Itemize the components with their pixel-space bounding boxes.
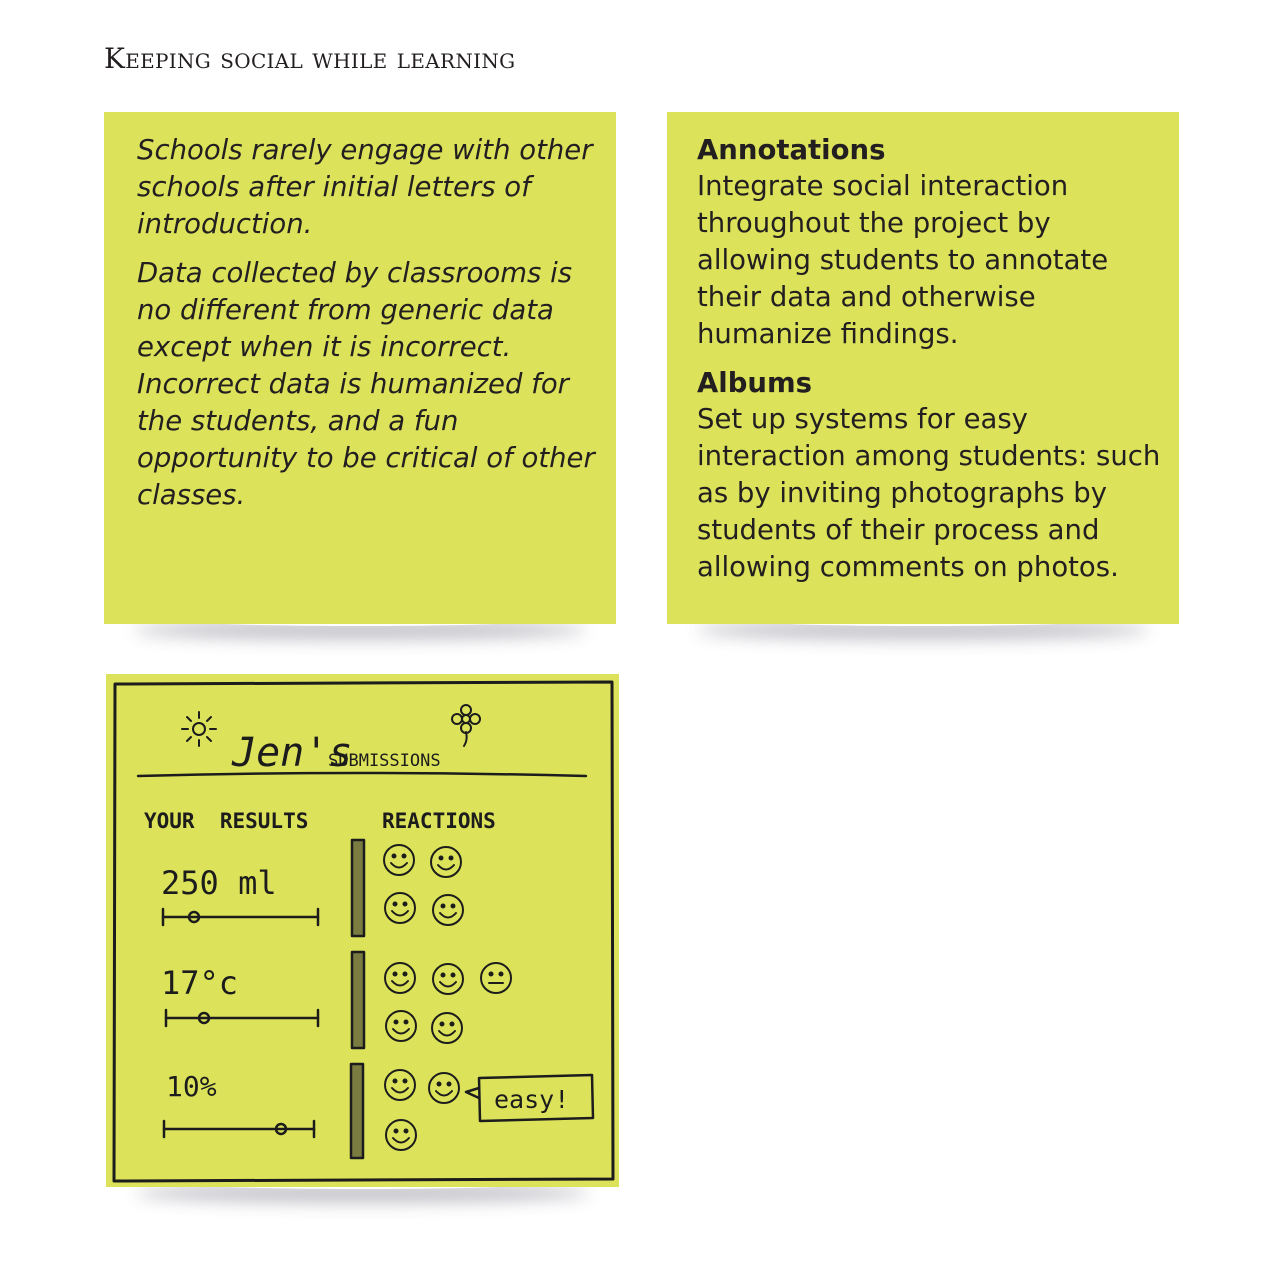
smiley-icon: [386, 1120, 416, 1150]
smiley-icon: [432, 1013, 462, 1043]
smiley-icon: [384, 845, 414, 875]
smiley-icon: [433, 964, 463, 994]
header-underline: [138, 773, 586, 776]
albums-body: Set up systems for easy interaction among students: such as by inviting photographs by students of their process and allowing comments on photos.: [697, 403, 1161, 583]
annotations-heading: Annotations: [697, 134, 886, 166]
divider-bars: [351, 840, 364, 1158]
sticky-note-right: [667, 112, 1179, 624]
smiley-icon: [385, 893, 415, 923]
flower-icon: [452, 705, 480, 746]
smiley-icon: [385, 963, 415, 993]
smiley-icon: [431, 847, 461, 877]
sketch-header-label: SUBMISSIONS: [328, 751, 441, 771]
divider-bar-3: [351, 1064, 363, 1158]
smiley-icon: [481, 963, 511, 993]
sticky-note-left: [104, 112, 616, 624]
albums-heading: Albums: [697, 367, 812, 399]
sketch-note: [106, 674, 619, 1187]
smiley-icon: [429, 1073, 459, 1103]
divider-bar-1: [352, 840, 364, 936]
page-title: Keeping social while learning: [104, 42, 516, 75]
result-value-1: 250 ml: [161, 864, 277, 902]
col-header-results: YOUR RESULTS: [144, 809, 309, 833]
sketch-owner-name: Jen's: [232, 730, 353, 776]
sketch-drawing: [106, 674, 619, 1187]
col-header-reactions: REACTIONS: [382, 809, 496, 833]
result-value-3: 10%: [166, 1070, 217, 1103]
smiley-icon: [433, 895, 463, 925]
annotations-body: Integrate social interaction throughout the project by allowing students to annotate their data and otherwise humanize findings.: [697, 170, 1109, 350]
comment-text: easy!: [494, 1085, 570, 1114]
left-note-paragraph-1: Schools rarely engage with other schools after initial letters of introduction.: [137, 134, 593, 240]
divider-bar-2: [352, 952, 364, 1048]
left-note-paragraph-2: Data collected by classrooms is no different from generic data except when it is incorrect. Incorrect data is humanized for the students, and a fun opportunity to be critical of other classes.: [137, 257, 595, 511]
reaction-smileys: [384, 845, 511, 1150]
smiley-icon: [385, 1070, 415, 1100]
sun-icon: [182, 712, 216, 746]
smiley-icon: [386, 1011, 416, 1041]
result-value-2: 17°c: [161, 964, 239, 1002]
